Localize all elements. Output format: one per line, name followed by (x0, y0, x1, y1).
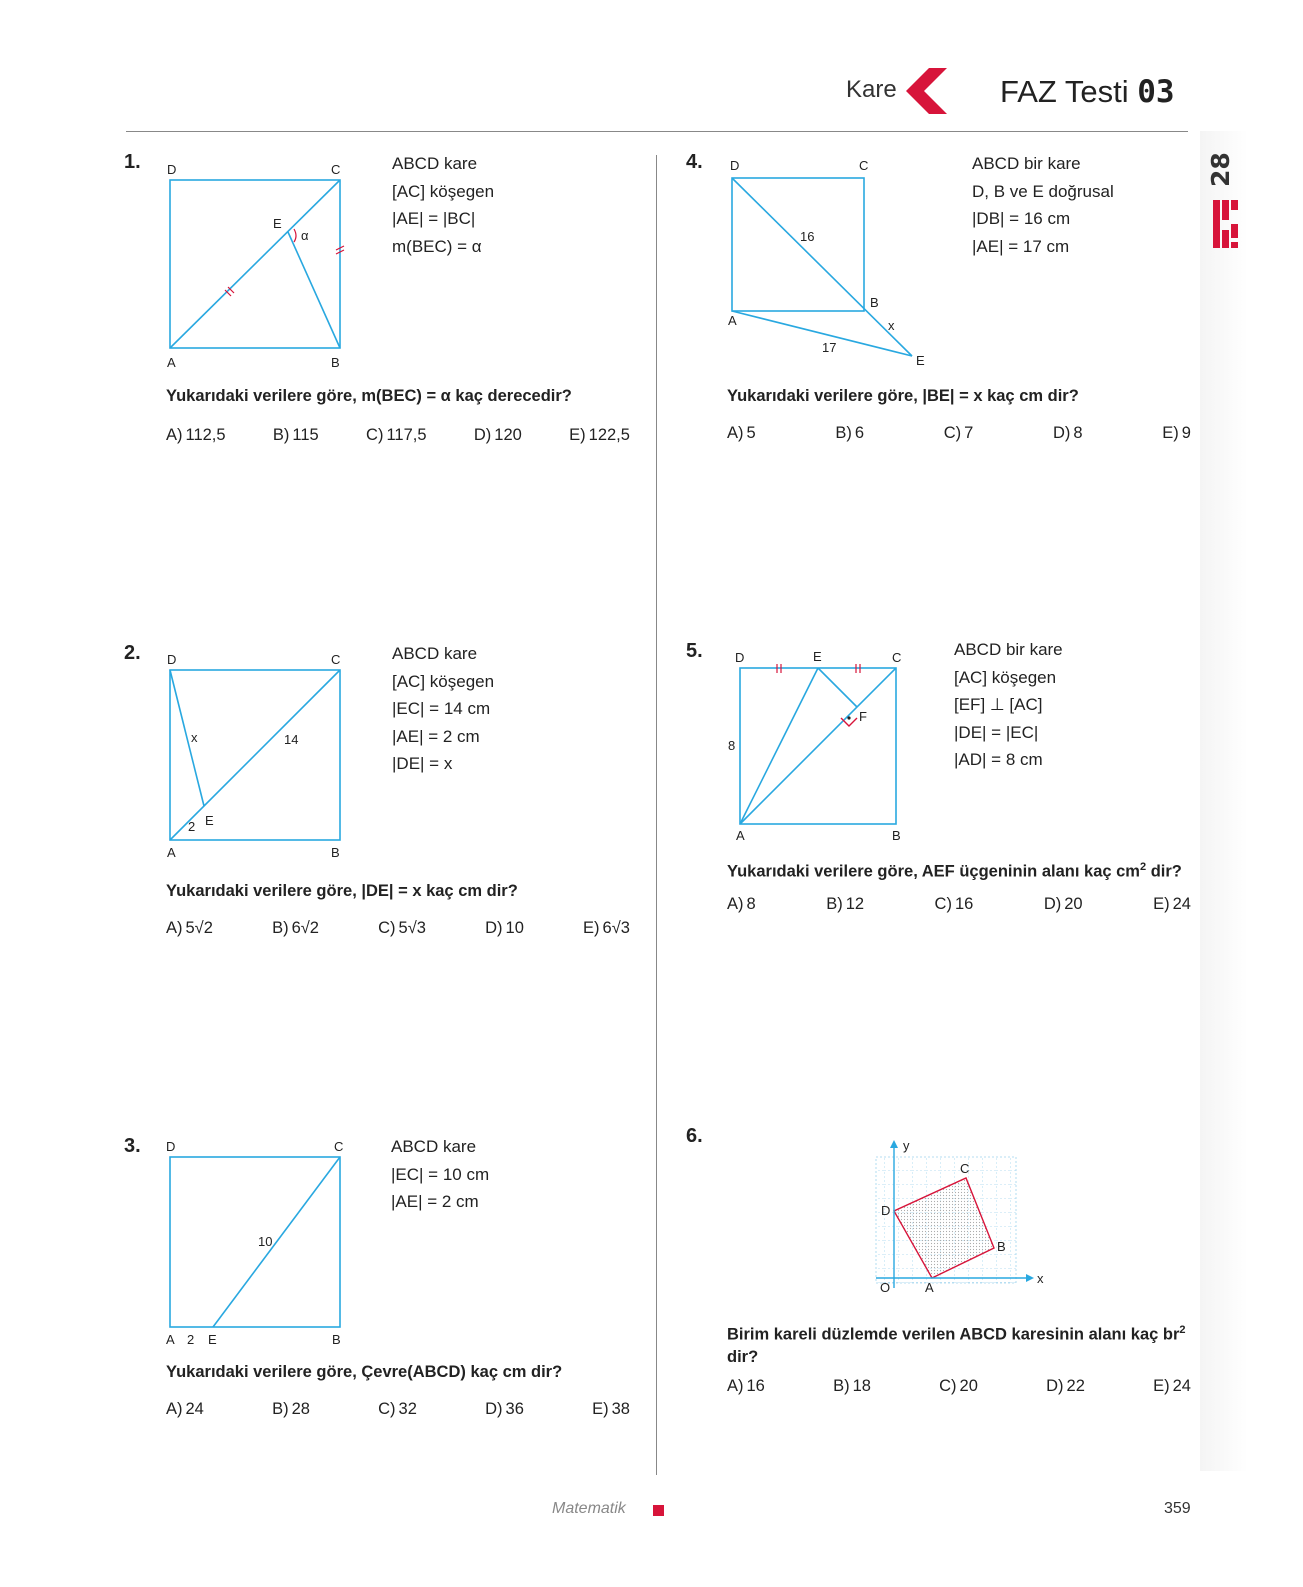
option-c: C) 16 (934, 895, 974, 913)
segment-x-label: x (888, 318, 895, 333)
question-number: 1. (124, 151, 141, 173)
angle-alpha-label: α (301, 228, 309, 243)
option-e: E) 9 (1162, 424, 1191, 442)
vertex-a-label: A (166, 1332, 175, 1347)
option-c: C) 5√3 (378, 919, 426, 937)
q3-question: Yukarıdaki verilere göre, Çevre(ABCD) kaç cm dir? (166, 1363, 563, 1381)
segment-db-label: 16 (800, 229, 815, 244)
vertex-c-label: C (960, 1161, 970, 1176)
option-b: B) 12 (826, 895, 865, 913)
vertex-c-label: C (892, 650, 902, 665)
option-d: D) 120 (473, 426, 522, 444)
q3-given: ABCD kare |EC| = 10 cm |AE| = 2 cm (391, 1137, 490, 1211)
q6-options (727, 1377, 1191, 1396)
test-title: FAZ Testi 03 (1000, 74, 1175, 110)
vertex-b-label: B (332, 1332, 341, 1347)
option-e: E) 122,5 (569, 426, 630, 444)
q2-question: Yukarıdaki verilere göre, |DE| = x kaç cm dir? (166, 882, 518, 900)
vertex-b-label: B (870, 295, 879, 310)
vertex-d-label: D (167, 162, 177, 177)
q5-given: ABCD bir kare [AC] köşegen [EF] ⊥ [AC] |DE| = |EC| |AD| = 8 cm (954, 640, 1063, 769)
origin-label: O (880, 1280, 891, 1295)
segment-ad-label: 8 (728, 738, 736, 753)
vertex-a-label: A (167, 845, 176, 860)
option-b: B) 6 (835, 424, 865, 442)
option-e: E) 38 (592, 1400, 630, 1418)
option-b: B) 115 (272, 426, 319, 444)
vertex-c-label: C (334, 1139, 344, 1154)
option-a: A) 5√2 (166, 919, 213, 937)
vertex-e-label: E (813, 649, 822, 664)
q4-options (727, 424, 1191, 443)
q2-options (166, 919, 630, 938)
vertex-e-label: E (916, 353, 925, 368)
footer-square-icon (653, 1505, 664, 1516)
segment-x-label: x (191, 730, 198, 745)
option-b: B) 18 (833, 1377, 871, 1395)
header-divider (126, 131, 1188, 132)
question-number: 3. (124, 1135, 141, 1157)
vertex-d-label: D (167, 652, 177, 667)
option-d: D) 10 (485, 919, 524, 937)
q1-figure (160, 152, 360, 374)
question-number: 6. (686, 1125, 703, 1147)
side-number: 28 (1206, 152, 1235, 188)
vertex-d-label: D (735, 650, 745, 665)
vertex-a-label: A (736, 828, 745, 843)
option-c: C) 7 (943, 424, 974, 442)
q1-given: ABCD kare [AC] köşegen |AE| = |BC| m(BEC) = α (392, 154, 495, 256)
q3-figure (160, 1133, 360, 1355)
vertex-c-label: C (331, 652, 341, 667)
segment-ec-label: 10 (258, 1234, 273, 1249)
q4-question: Yukarıdaki verilere göre, |BE| = x kaç cm dir? (727, 387, 1079, 405)
q1-options (166, 426, 630, 445)
q5-figure (722, 640, 922, 850)
vertex-b-label: B (331, 355, 340, 370)
q1-question: Yukarıdaki verilere göre, m(BEC) = α kaç derecedir? (166, 387, 572, 405)
q5-question: Yukarıdaki verilere göre, AEF üçgeninin alanı kaç $cm^2$ dir? (727, 861, 1182, 881)
question-number: 5. (686, 640, 703, 662)
segment-ae-label: 17 (822, 340, 837, 355)
option-a: A) 8 (727, 895, 756, 913)
option-d: D) 36 (485, 1400, 524, 1418)
page-number: 359 (1164, 1500, 1191, 1517)
segment-ae-label: 2 (188, 819, 196, 834)
vertex-f-label: F (859, 709, 867, 724)
vertex-b-label: B (331, 845, 340, 860)
topic-title: Kare (846, 76, 897, 103)
option-b: B) 6√2 (272, 919, 319, 937)
option-a: A) 24 (166, 1400, 204, 1418)
option-d: D) 20 (1043, 895, 1083, 913)
option-e: E) 6√3 (583, 919, 630, 937)
publisher-logo (1211, 200, 1241, 250)
vertex-a-label: A (925, 1280, 934, 1295)
side-strip (1200, 131, 1248, 1471)
vertex-d-label: D (730, 158, 740, 173)
option-d: D) 8 (1053, 424, 1083, 442)
chevron-left-icon (905, 68, 949, 114)
vertex-b-label: B (997, 1239, 1006, 1254)
vertex-c-label: C (859, 158, 869, 173)
option-a: A) 5 (727, 424, 756, 442)
vertex-d-label: D (166, 1139, 176, 1154)
option-a: A) 112,5 (166, 426, 226, 444)
q6-question: Birim kareli düzlemde verilen ABCD karesinin alanı kaç $br^2$ dir? (727, 1324, 1186, 1366)
q2-figure (160, 642, 360, 864)
option-e: E) 24 (1153, 1377, 1191, 1395)
vertex-e-label: E (208, 1332, 217, 1347)
vertex-d-label: D (881, 1203, 891, 1218)
q5-options (727, 895, 1191, 914)
vertex-e-label: E (273, 216, 282, 231)
segment-ec-label: 14 (284, 732, 299, 747)
q4-figure (720, 152, 930, 374)
option-e: E) 24 (1153, 895, 1191, 913)
footer-subject: Matematik (552, 1500, 626, 1517)
option-b: B) 28 (272, 1400, 310, 1418)
vertex-a-label: A (167, 355, 176, 370)
question-number: 2. (124, 642, 141, 664)
vertex-a-label: A (728, 313, 737, 328)
q4-given: ABCD bir kare D, B ve E doğrusal |DB| = 16 cm |AE| = 17 cm (972, 154, 1114, 256)
axis-y-label: y (903, 1138, 910, 1153)
q6-grid-figure (870, 1128, 1055, 1298)
option-a: A) 16 (727, 1377, 765, 1395)
option-c: C) 20 (939, 1377, 978, 1395)
q2-given: ABCD kare [AC] köşegen |EC| = 14 cm |AE| = 2 cm |DE| = x (392, 644, 495, 773)
axis-x-label: x (1037, 1271, 1044, 1286)
column-divider (656, 155, 657, 1475)
option-c: C) 117,5 (366, 426, 427, 444)
segment-ae-label: 2 (187, 1332, 195, 1347)
vertex-c-label: C (331, 162, 341, 177)
vertex-e-label: E (205, 813, 214, 828)
option-d: D) 22 (1046, 1377, 1085, 1395)
q3-options (166, 1400, 630, 1419)
vertex-b-label: B (892, 828, 901, 843)
question-number: 4. (686, 151, 703, 173)
option-c: C) 32 (378, 1400, 417, 1418)
